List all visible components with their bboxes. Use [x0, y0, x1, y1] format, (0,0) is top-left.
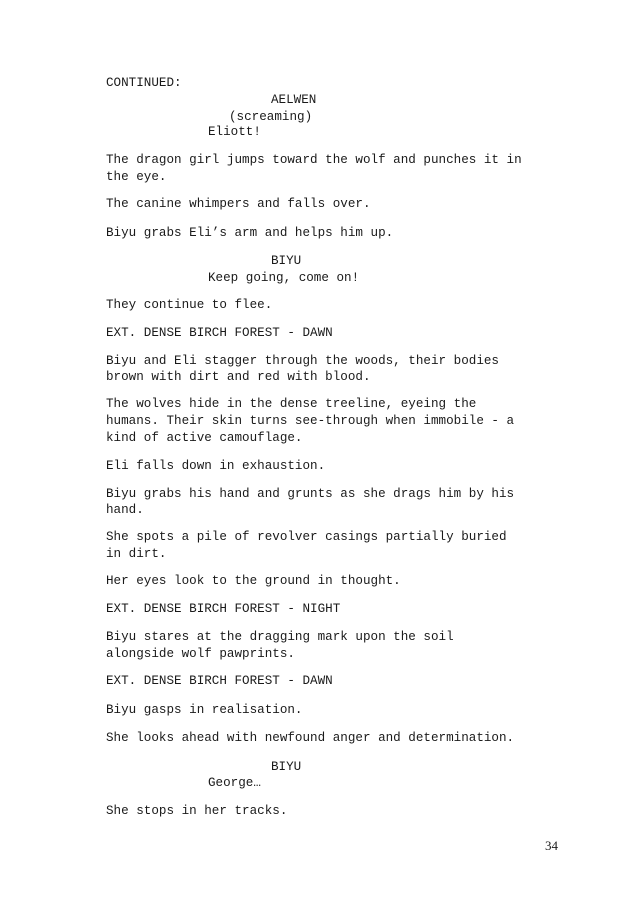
- character-name: BIYU: [271, 254, 302, 268]
- scene-heading: EXT. DENSE BIRCH FOREST - DAWN: [106, 326, 333, 340]
- action-line: They continue to flee.: [106, 298, 273, 312]
- action-line: Eli falls down in exhaustion.: [106, 459, 326, 473]
- action-line: humans. Their skin turns see-through when immobile - a: [106, 414, 515, 428]
- action-line: She looks ahead with newfound anger and determination.: [106, 731, 515, 745]
- action-line: brown with dirt and red with blood.: [106, 370, 371, 384]
- action-line: The dragon girl jumps toward the wolf and punches it in: [106, 153, 522, 167]
- character-name: AELWEN: [271, 93, 317, 107]
- action-line: She spots a pile of revolver casings partially buried: [106, 530, 507, 544]
- action-line: Biyu and Eli stagger through the woods, their bodies: [106, 354, 499, 368]
- character-name: BIYU: [271, 760, 302, 774]
- action-line: in dirt.: [106, 547, 167, 561]
- scene-heading: EXT. DENSE BIRCH FOREST - NIGHT: [106, 602, 341, 616]
- dialogue-line: Eliott!: [208, 125, 261, 139]
- page-number: 34: [545, 838, 558, 853]
- continued-label: CONTINUED:: [106, 76, 182, 90]
- action-line: Biyu grabs his hand and grunts as she drags him by his: [106, 487, 515, 501]
- action-line: kind of active camouflage.: [106, 431, 303, 445]
- dialogue-line: George…: [208, 776, 261, 790]
- action-line: She stops in her tracks.: [106, 804, 288, 818]
- action-line: Biyu grabs Eli’s arm and helps him up.: [106, 226, 394, 240]
- action-line: Biyu gasps in realisation.: [106, 703, 303, 717]
- scene-heading: EXT. DENSE BIRCH FOREST - DAWN: [106, 674, 333, 688]
- action-line: The wolves hide in the dense treeline, eyeing the: [106, 397, 477, 411]
- action-line: The canine whimpers and falls over.: [106, 197, 371, 211]
- dialogue-line: Keep going, come on!: [208, 271, 360, 285]
- action-line: Her eyes look to the ground in thought.: [106, 574, 401, 588]
- action-line: hand.: [106, 503, 144, 517]
- action-line: alongside wolf pawprints.: [106, 647, 295, 661]
- action-line: the eye.: [106, 170, 167, 184]
- parenthetical: (screaming): [229, 110, 313, 124]
- action-line: Biyu stares at the dragging mark upon the soil: [106, 630, 454, 644]
